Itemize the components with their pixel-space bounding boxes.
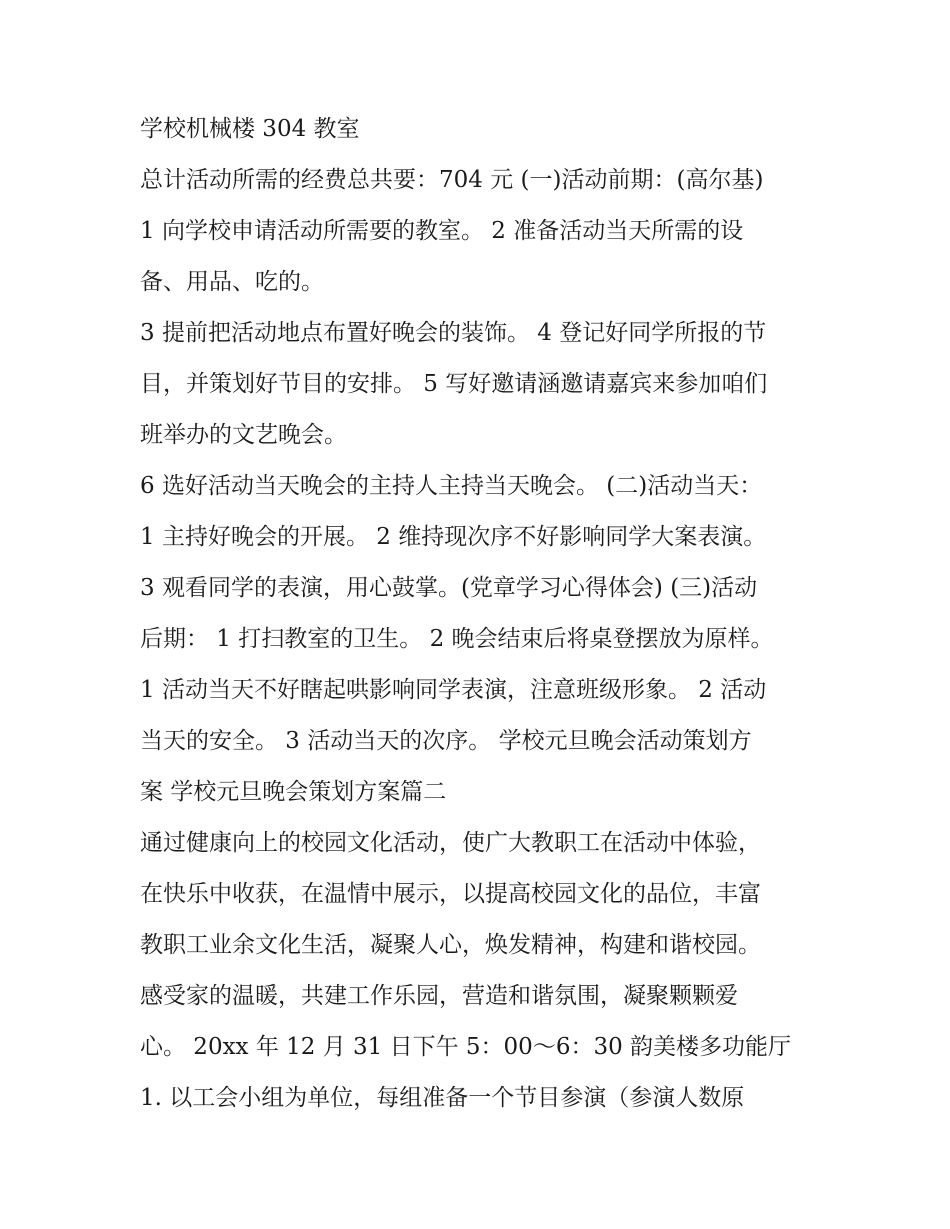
text-line: 总计活动所需的经费总共要：704 元 (一)活动前期：(高尔基)	[140, 167, 764, 193]
text-line: 1. 以工会小组为单位，每组准备一个节目参演（参演人数原	[140, 1085, 745, 1111]
text-line: 6 选好活动当天晚会的主持人主持当天晚会。 (二)活动当天：	[140, 473, 763, 499]
text-line: 1 向学校申请活动所需要的教室。 2 准备活动当天所需的设	[140, 218, 744, 244]
text-line: 班举办的文艺晚会。	[140, 422, 347, 448]
text-line: 3 提前把活动地点布置好晚会的装饰。 4 登记好同学所报的节	[140, 320, 767, 346]
text-line: 1 活动当天不好瞎起哄影响同学表演，注意班级形象。 2 活动	[140, 677, 767, 703]
text-line: 在快乐中收获，在温情中展示，以提高校园文化的品位，丰富	[140, 881, 761, 907]
text-line: 备、用品、吃的。	[140, 269, 324, 295]
text-line: 目，并策划好节目的安排。 5 写好邀请涵邀请嘉宾来参加咱们	[140, 371, 768, 397]
text-line: 案 学校元旦晚会策划方案篇二	[140, 779, 447, 805]
text-line: 后期： 1 打扫教室的卫生。 2 晚会结束后将桌登摆放为原样。	[140, 626, 774, 652]
text-line: 当天的安全。 3 活动当天的次序。 学校元旦晚会活动策划方	[140, 728, 752, 754]
text-line: 感受家的温暖，共建工作乐园，营造和谐氛围，凝聚颗颗爱	[140, 983, 738, 1009]
text-line: 教职工业余文化生活，凝聚人心，焕发精神，构建和谐校园。	[140, 932, 761, 958]
text-line: 1 主持好晚会的开展。 2 维持现次序不好影响同学大案表演。	[140, 524, 767, 550]
text-line: 通过健康向上的校园文化活动，使广大教职工在活动中体验，	[140, 830, 761, 856]
text-line: 心。 20xx 年 12 月 31 日下午 5：00～6：30 韵美楼多功能厅	[140, 1034, 792, 1060]
text-line: 3 观看同学的表演，用心鼓掌。(党章学习心得体会) (三)活动	[140, 575, 758, 601]
text-line: 学校机械楼 304 教室	[140, 116, 360, 142]
